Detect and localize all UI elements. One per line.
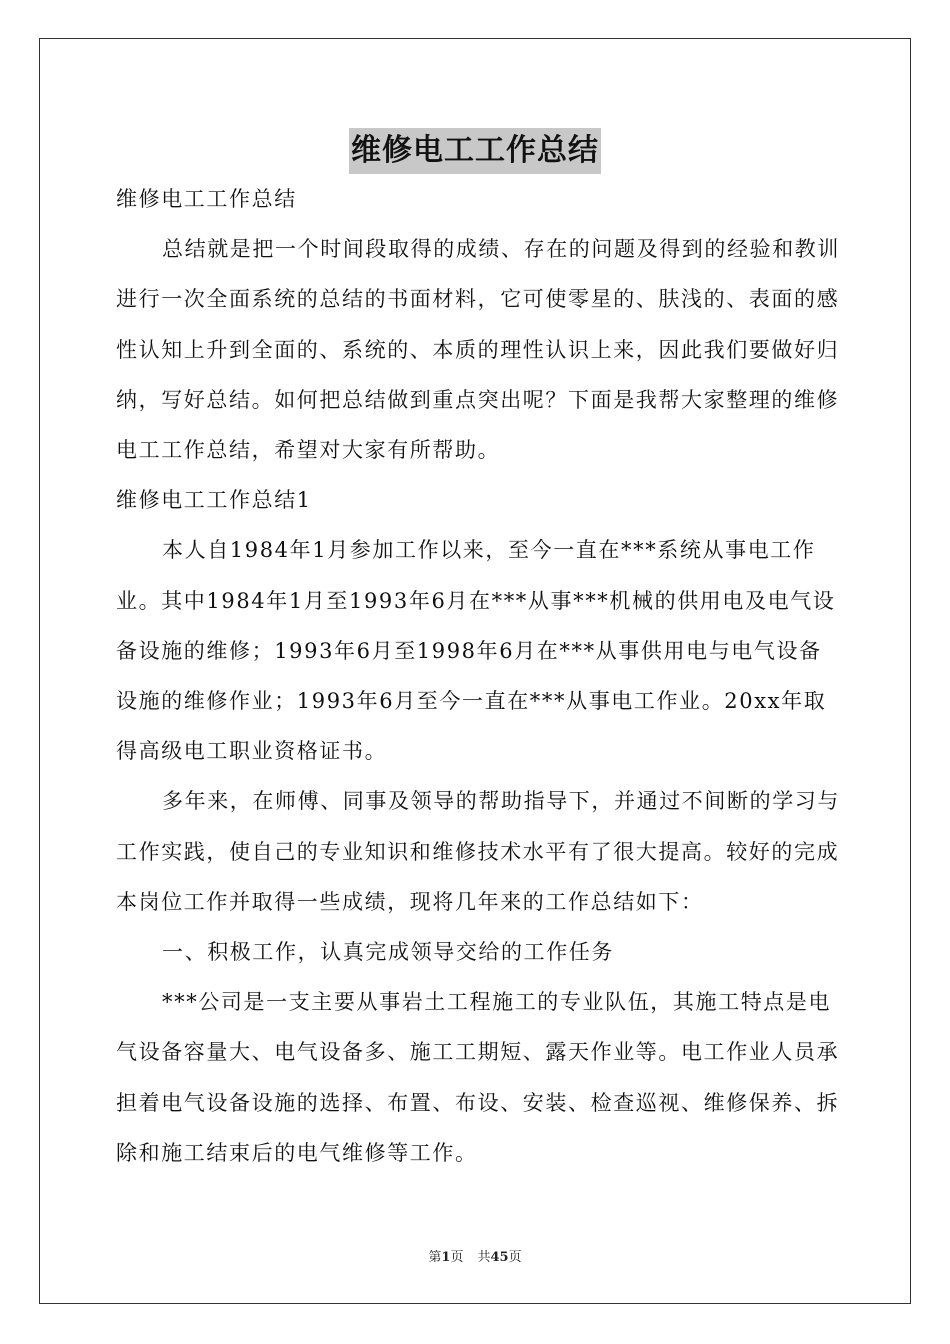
document-title — [0, 128, 950, 174]
total-prefix: 共 — [477, 1250, 491, 1265]
document-body — [116, 174, 840, 1178]
paragraph-item-heading: 一、积极工作，认真完成领导交给的工作任务 — [162, 940, 614, 965]
document-title-text: 维修电工工作总结 — [349, 128, 601, 174]
total-unit: 页 — [508, 1250, 522, 1265]
paragraph-subtitle: 维修电工工作总结 — [116, 187, 297, 211]
page-prefix: 第 — [428, 1250, 442, 1265]
paragraph-company: ***公司是一支主要从事岩土工程施工的专业队伍，其施工特点是电气设备容量大、电气设备多、施工工期短、露天作业等。电工作业人员承担着电气设备设施的选择、布置、布设、安装、检查巡视、维修保养、拆除和施工结束后的电气维修等工作。 — [116, 990, 840, 1165]
paragraph-experience: 多年来，在师傅、同事及领导的帮助指导下，并通过不间断的学习与工作实践，使自己的专业知识和维修技术水平有了很大提高。较好的完成本岗位工作并取得一些成绩，现将几年来的工作总结如下： — [116, 789, 840, 914]
page-unit: 页 — [450, 1250, 464, 1265]
page-total: 45 — [490, 1250, 509, 1265]
paragraph-intro: 总结就是把一个时间段取得的成绩、存在的问题及得到的经验和教训进行一次全面系统的总结的书面材料，它可使零星的、肤浅的、表面的感性认知上升到全面的、系统的、本质的理性认识上来，因此我们要做好归纳，写好总结。如何把总结做到重点突出呢？下面是我帮大家整理的维修电工工作总结，希望对大家有所帮助。 — [116, 237, 840, 463]
page-current: 1 — [441, 1250, 451, 1265]
paragraph-section-heading: 维修电工工作总结1 — [116, 488, 312, 513]
page-footer — [0, 1246, 950, 1265]
paragraph-work-history: 本人自1984年1月参加工作以来，至今一直在***系统从事电工作业。其中1984年1月至1993年6月在***从事***机械的供用电及电气设备设施的维修；1993年6月至1998年6月在***从事供用电与电气设备设施的维修作业；1993年6月至今一直在***从事电工作业。20xx年取得高级电工职业资格证书。 — [116, 538, 836, 764]
